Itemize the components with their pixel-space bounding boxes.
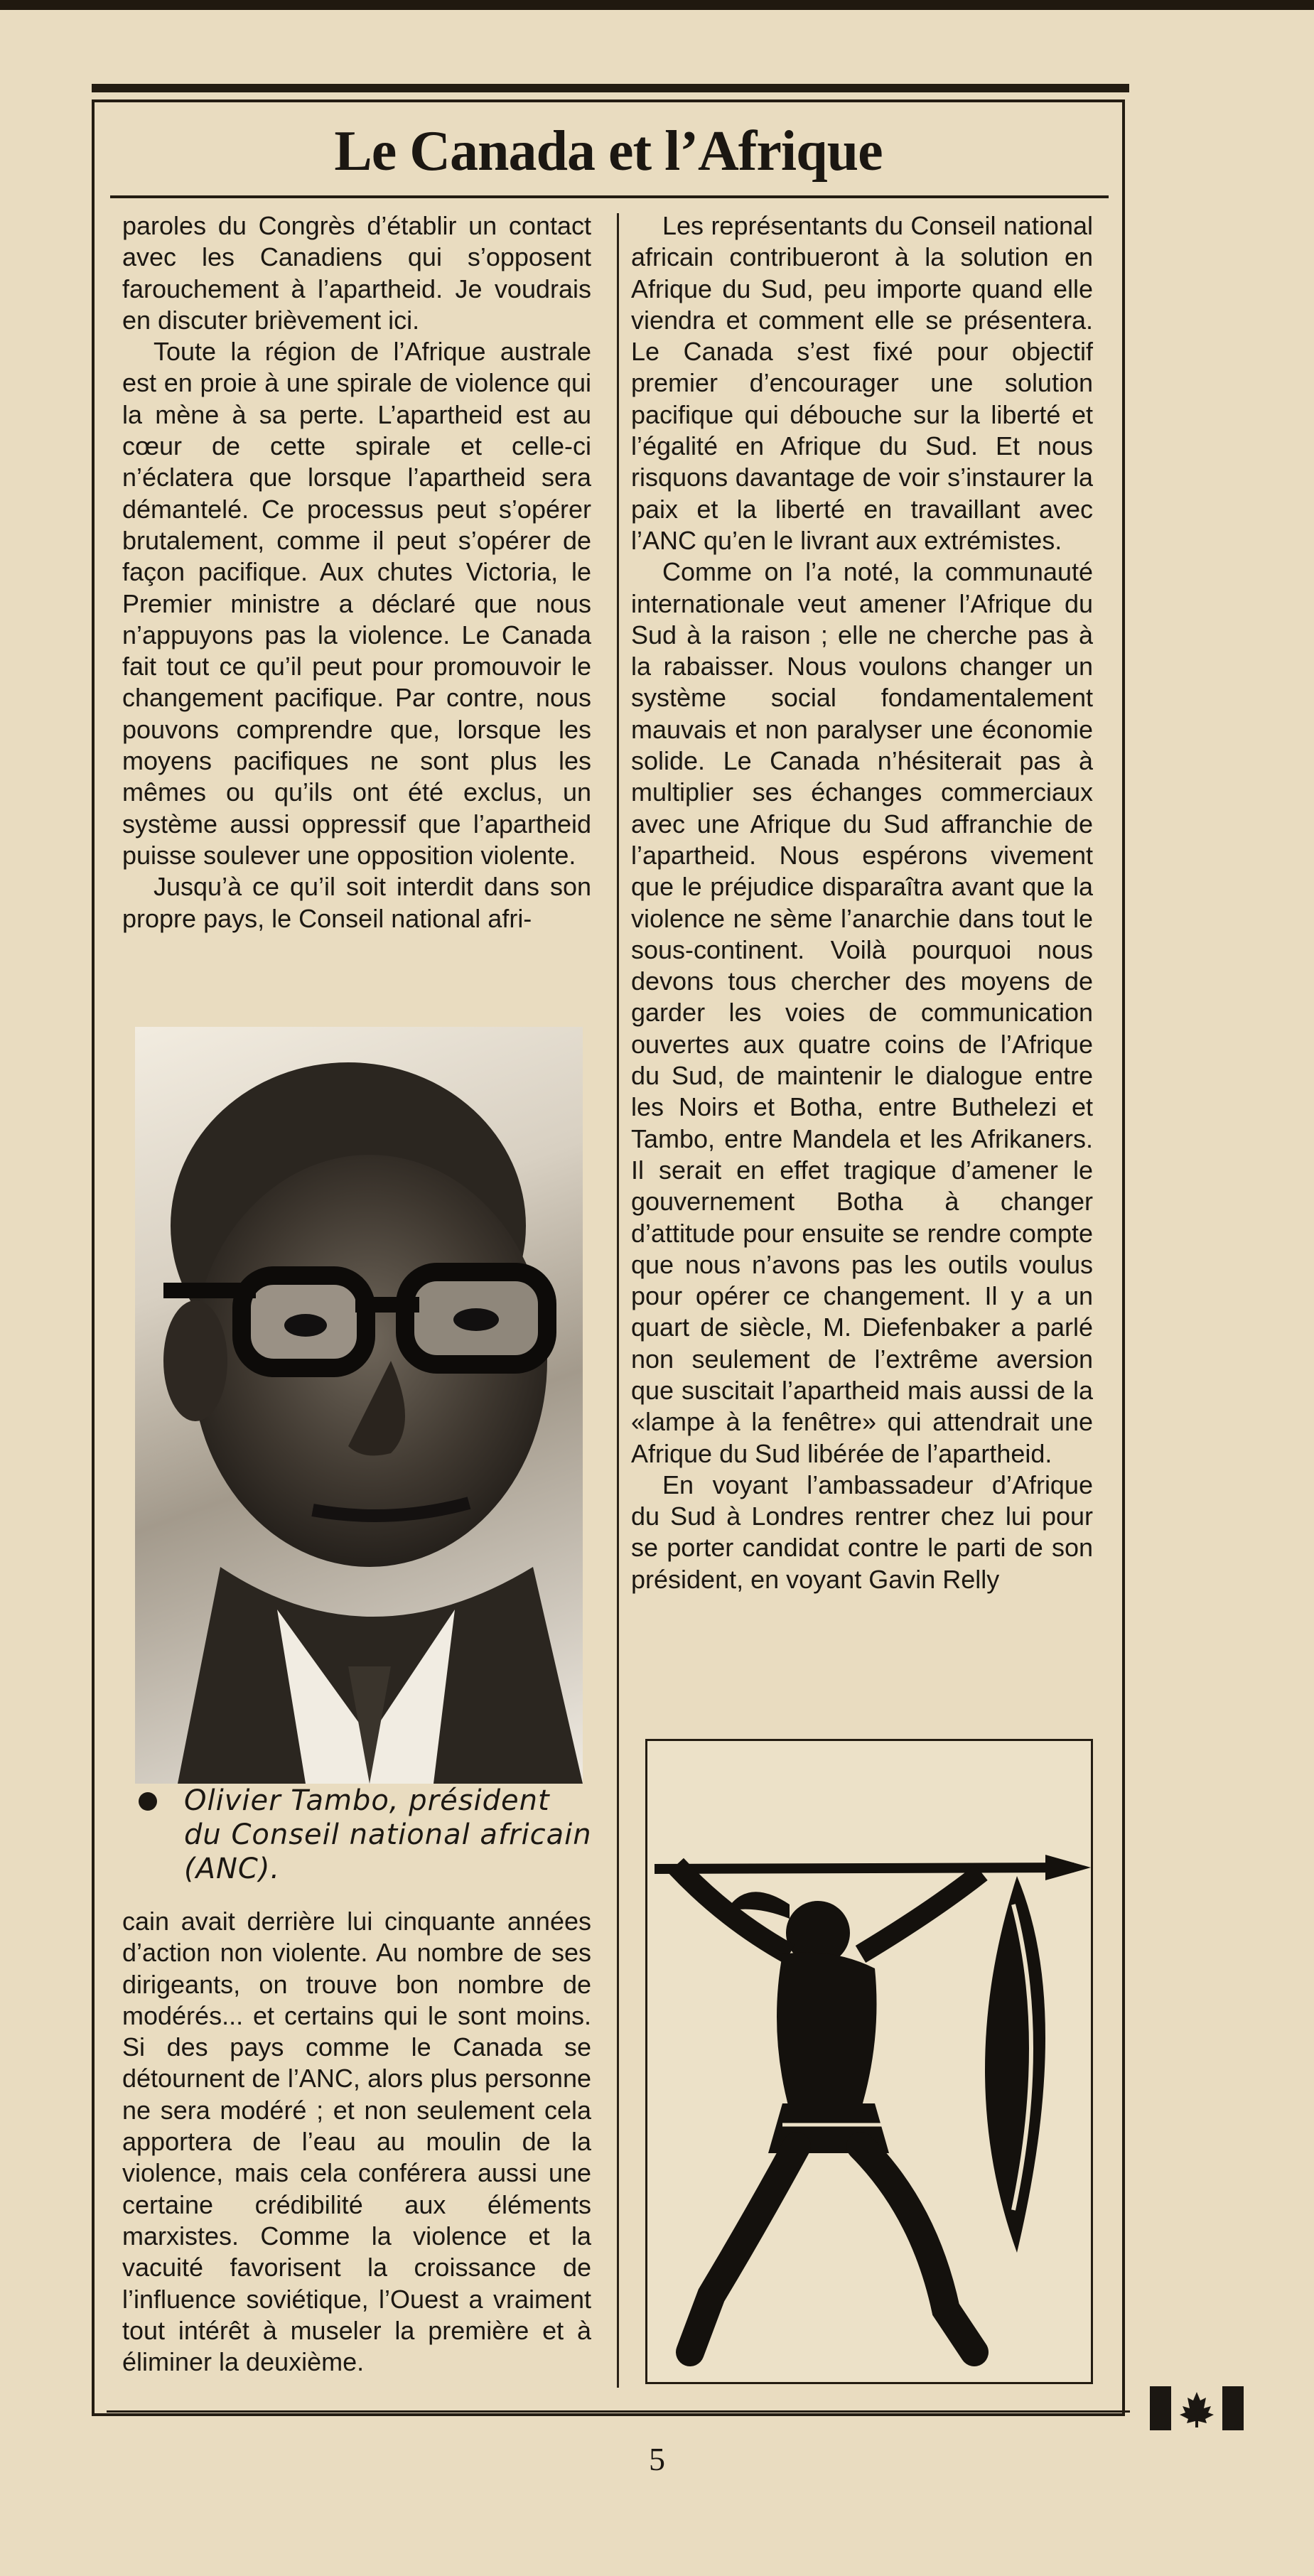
paragraph: En voyant l’ambassadeur d’Afrique du Sud à Londres rentrer chez lui pour se porter candidat contre le parti de son président, en voyant Gavin Relly (631, 1470, 1093, 1594)
page-title: Le Canada et l’Afrique (334, 120, 883, 183)
canada-flag-icon (1150, 2386, 1244, 2430)
photo-caption (139, 1784, 593, 1886)
scan-top-edge (0, 0, 1314, 10)
portrait-photo (135, 1027, 583, 1784)
warrior-illustration (645, 1739, 1093, 2384)
paragraph: Jusqu’à ce qu’il soit interdit dans son propre pays, le Conseil national afri- (122, 872, 591, 933)
paragraph: Comme on l’a noté, la communauté internationale veut amener l’Afrique du Sud à la raison ; elle ne cherche pas à la rabaisser. Nous voulons changer un système social fondamentalement mauvais et non paralyser une économie solide. Le Canada n’hésiterait pas à multiplier ses échanges commerciaux avec une Afrique du Sud affranchie de l’apartheid. Nous espérons vivement que le préjudice disparaîtra avant que la violence ne sème l’anarchie dans tout le sous-continent. Voilà pourquoi nous devons tous chercher des moyens de garder les voies de communication ouvertes aux quatre coins de l’Afrique du Sud, de maintenir le dialogue entre les Noirs et Botha, entre Buthelezi et Tambo, entre Mandela et les Afrikaners. Il serait en effet tragique d’amener le gouvernement Botha à changer d’attitude pour ensuite se rendre compte que nous n’avons pas les outils voulus pour opérer ce changement. Il y a un quart de siècle, M. Diefenbaker a parlé non seulement de l’extrême aversion que suscitait l’apartheid mais aussi de la «lampe à la fenêtre» qui attendrait une Afrique du Sud libérée de l’apartheid. (631, 557, 1093, 1468)
paragraph: Toute la région de l’Afrique australe est en proie à une spirale de violence qui la mène à sa perte. L’apartheid est au cœur de cette spirale et celle-ci n’éclatera que lorsque l’apartheid sera démantelé. Ce processus peut s’opérer brutalement, comme il peut s’opérer de façon pacifique. Aux chutes Victoria, le Premier ministre a déclaré que nous n’appuyons pas la violence. Le Canada fait tout ce qu’il peut pour promouvoir le changement pacifique. Par contre, nous pouvons comprendre que, lorsque les moyens pacifiques ne sont plus les mêmes ou qu’ils ont été exclus, un système aussi oppressif que l’apartheid puisse soulever une opposition violente. (122, 337, 591, 870)
paragraph: Les représentants du Conseil national africain contribueront à la solution en Afrique du Sud, peu importe quand elle viendra et comment elle se présentera. Le Canada s’est fixé pour objectif premier d’encourager une solution pacifique qui débouche sur la liberté et l’égalité en Afrique du Sud. Et nous risquons davantage de voir s’instaurer la paix et la liberté en travaillant avec l’ANC qu’en le livrant aux extrémistes. (631, 211, 1093, 555)
caption-text: Olivier Tambo, président du Conseil national africain (ANC). (184, 1784, 592, 1885)
paragraph: paroles du Congrès d’établir un contact avec les Canadiens qui s’opposent farouchement à l’apartheid. Je voudrais en discuter brièvement ici. (122, 211, 591, 335)
bottom-rule (107, 2410, 1130, 2413)
title-rule (110, 195, 1109, 198)
page-number: 5 (649, 2441, 665, 2477)
left-column-upper-text (122, 210, 591, 934)
left-column-lower-text (122, 1906, 591, 2378)
column-divider (617, 213, 619, 2388)
right-column-text (631, 210, 1093, 1595)
paragraph: cain avait derrière lui cinquante années d’action non violente. Au nombre de ses dirigeants, on trouve bon nombre de modérés... et certains qui le sont moins. Si des pays comme le Canada se détournent de l’ANC, alors plus personne ne sera modéré ; et non seulement cela apportera de l’eau au moulin de la violence, mais cela conférera aussi une certaine crédibilité aux éléments marxistes. Comme la violence et la vacuité favorisent la croissance de l’influence soviétique, l’Ouest a vraiment tout intérêt à museler la première et à éliminer la deuxième. (122, 1907, 591, 2377)
portrait-image (135, 1027, 583, 1784)
bullet-icon (139, 1792, 157, 1811)
warrior-silhouette-icon (647, 1741, 1091, 2382)
header-rule-thick (92, 84, 1129, 92)
